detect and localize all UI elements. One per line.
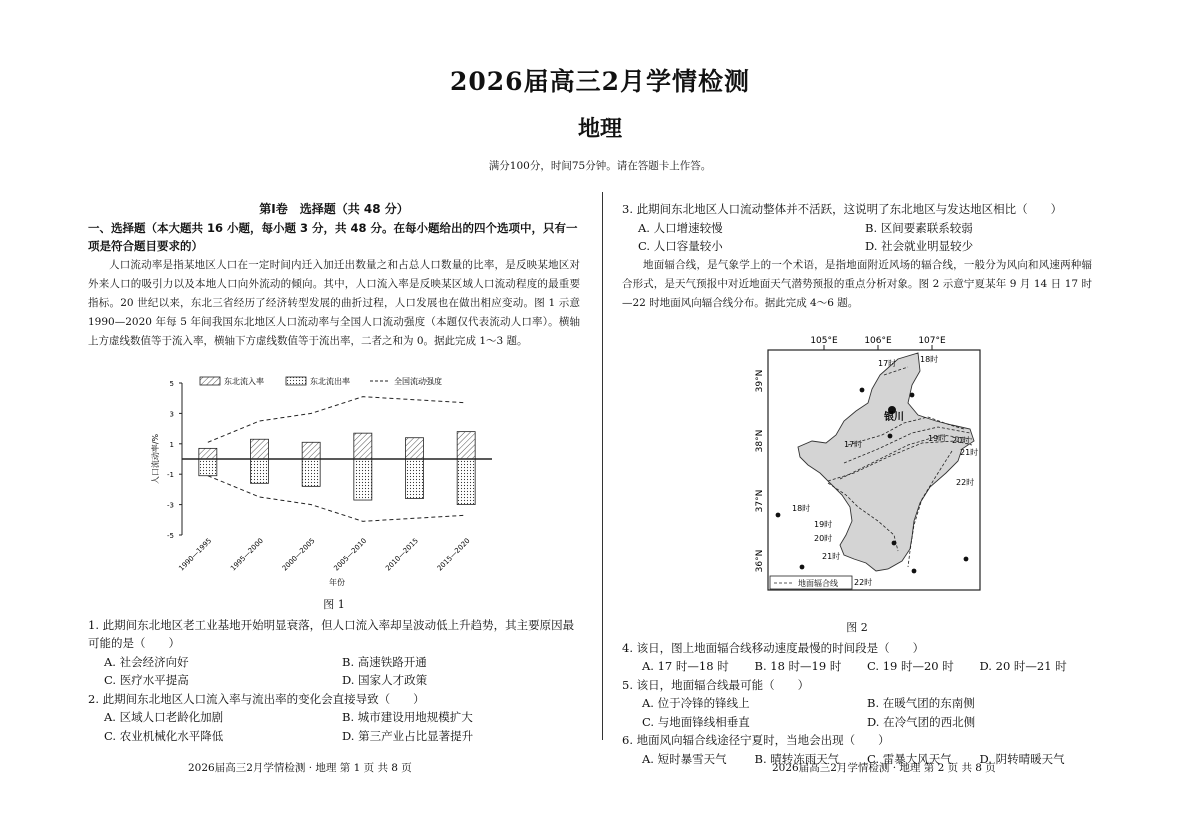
- lat-label-39: 39°N: [755, 369, 765, 392]
- legend-label: 全国流动强度: [394, 376, 442, 386]
- question-6-stem: 6. 地面风向辐合线途径宁夏时，当地会出现（ ）: [622, 733, 890, 747]
- lat-label-36: 36°N: [755, 549, 765, 572]
- q2-option-c: C. 农业机械化水平降低: [104, 728, 224, 743]
- question-3-stem: 3. 此期间东北地区人口流动整体并不活跃，这说明了东北地区与发达地区相比（ ）: [622, 202, 1063, 216]
- q4-option-c: C. 19 时—20 时: [867, 659, 954, 673]
- subject-title: 地理: [577, 116, 622, 142]
- question-4-stem: 4. 该日，图上地面辐合线移动速度最慢的时间段是（ ）: [622, 640, 925, 655]
- questions-left: [88, 616, 580, 746]
- section-intro: 一、选择题（本大题共 16 小题，每小题 3 分，共 48 分。在每小题给出的四个选项中，只有一项是符合题目要求的）: [88, 220, 578, 253]
- x-tick-label: 2010—2015: [384, 536, 420, 573]
- population-flow-chart: [88, 373, 580, 588]
- inflow-bar: [302, 442, 320, 459]
- time-label: 21时: [960, 447, 979, 457]
- q4-option-a: A. 17 时—18 时: [642, 659, 729, 673]
- q1-option-a: A. 社会经济向好: [104, 654, 189, 669]
- question-2: [88, 690, 580, 746]
- inflow-bar: [457, 431, 475, 458]
- question-1: [88, 616, 580, 690]
- q6-option-b: B. 晴转冻雨天气: [754, 751, 840, 766]
- inflow-bar: [199, 448, 217, 459]
- left-column: [88, 200, 580, 745]
- map-figure-2: [622, 323, 1092, 639]
- q3-option-b: B. 区间要素联系较弱: [865, 220, 973, 235]
- q5-option-b: B. 在暖气团的东南侧: [867, 696, 975, 710]
- q2-option-a: A. 区域人口老龄化加剧: [104, 710, 224, 724]
- q1-option-c: C. 医疗水平提高: [104, 673, 189, 687]
- q3-option-c: C. 人口容量较小: [638, 239, 723, 253]
- map-legend-label: 地面辐合线: [798, 578, 838, 588]
- q3-option-d: D. 社会就业明显较少: [865, 239, 974, 253]
- time-label: 19时: [814, 519, 833, 529]
- lat-label-38: 38°N: [755, 429, 765, 452]
- national-intensity-line-mirror: [208, 475, 466, 521]
- q6-option-a: A. 短时暴雪天气: [642, 751, 727, 766]
- time-label: 18时: [920, 354, 939, 364]
- q4-option-d: D. 20 时—21 时: [979, 659, 1067, 673]
- time-label: 19时: [928, 433, 947, 443]
- station-dot: [776, 512, 781, 517]
- y-tick-label: 5: [169, 379, 174, 388]
- inflow-bar: [354, 433, 372, 459]
- y-tick-label: -1: [167, 470, 174, 479]
- x-tick-label: 1990—1995: [177, 536, 214, 573]
- x-tick-label: 2005—2010: [332, 536, 369, 573]
- station-dot: [910, 392, 915, 397]
- time-label: 20时: [952, 435, 971, 445]
- y-tick-label: -3: [167, 501, 174, 510]
- q2-option-d: D. 第三产业占比显著提升: [342, 728, 474, 743]
- outflow-bar: [406, 459, 424, 499]
- lon-label-106: 106°E: [864, 335, 892, 346]
- x-tick-label: 1995—2000: [229, 536, 265, 573]
- outflow-bar: [251, 459, 269, 483]
- q3-option-a: A. 人口增速较慢: [638, 220, 723, 235]
- lon-label-105: 105°E: [810, 335, 838, 346]
- legend-label: 东北流入率: [224, 376, 264, 386]
- time-label: 22时: [854, 577, 873, 587]
- figure-2-caption: 图 2: [846, 620, 868, 634]
- y-axis-label: 人口流动率/%: [151, 433, 160, 484]
- legend-swatch: [286, 377, 306, 385]
- inflow-bar: [406, 437, 424, 458]
- q5-option-d: D. 在冷气团的西北侧: [867, 714, 976, 729]
- time-label: 21时: [822, 551, 841, 561]
- station-dot: [800, 564, 805, 569]
- question-5: [622, 676, 1092, 732]
- chart-figure-1: [88, 373, 580, 616]
- footer-left: 2026届高三2月学情检测 · 地理 第 1 页 共 8 页: [188, 762, 412, 774]
- national-intensity-line: [208, 396, 466, 442]
- figure-1-caption: 图 1: [323, 597, 345, 611]
- exam-title: 2026届高三2月学情检测: [450, 67, 750, 96]
- outflow-bar: [302, 459, 320, 486]
- footer-right: 2026届高三2月学情检测 · 地理 第 2 页 共 8 页: [772, 762, 996, 774]
- legend-label: 东北流出率: [310, 376, 350, 386]
- station-dot: [964, 556, 969, 561]
- y-tick-label: -5: [167, 531, 174, 540]
- outflow-bar: [199, 459, 217, 476]
- right-column: [622, 200, 1092, 768]
- x-axis-label: 年份: [329, 577, 345, 587]
- x-tick-label: 2015—2020: [435, 536, 472, 573]
- section-title: 第Ⅰ卷 选择题（共 48 分）: [259, 202, 409, 216]
- time-label: 17时: [844, 439, 863, 449]
- legend-swatch: [200, 377, 220, 385]
- exam-note: 满分100分，时间75分钟。请在答题卡上作答。: [488, 160, 712, 172]
- question-3: [622, 200, 1092, 256]
- questions-right: [622, 639, 1092, 769]
- lon-label-107: 107°E: [918, 335, 946, 346]
- passage-1: 人口流动率是指某地区人口在一定时间内迁入加迁出数量之和占总人口数量的比率，是反映某地区对外来人口的吸引力以及本地人口向外流动的倾向。其中，人口流入率是反映某区域人口流动程度的最重要指标。20 世纪以来，东北三省经历了经济转型发展的曲折过程，人口发展也在做出相应变动。图 1 示意 1990—2020 年每 5 年间我国东北地区人口流动率与全国人口流动强度（本题仅代表流动人口率）。横轴上方虚线数值等于流入率，横轴下方虚线数值等于流出率，二者之和为 0。据此完成 1～3 题。: [88, 258, 580, 347]
- inflow-bar: [251, 439, 269, 459]
- q6-option-c: C. 雷暴大风天气: [867, 751, 952, 766]
- q1-option-b: B. 高速铁路开通: [342, 654, 427, 669]
- outflow-bar: [457, 459, 475, 505]
- q2-option-b: B. 城市建设用地规模扩大: [342, 710, 473, 724]
- q4-option-b: B. 18 时—19 时: [754, 659, 842, 673]
- y-tick-label: 3: [169, 409, 174, 418]
- question-1-stem: 1. 此期间东北地区老工业基地开始明显衰落，但人口流入率却呈波动低上升趋势，其主要原因最可能的是（ ）: [88, 617, 575, 650]
- q1-option-d: D. 国家人才政策: [342, 673, 428, 687]
- station-dot: [912, 568, 917, 573]
- passage-2: 地面辐合线，是气象学上的一个术语，是指地面附近风场的辐合线，一般分为风向和风速两种辐合形式，是天气预报中对近地面天气潜势预报的重点分析对象。图 2 示意宁夏某年 9 月 14 日 17 时—22 时地面风向辐合线分布。据此完成 4～6 题。: [622, 258, 1092, 309]
- lat-label-37: 37°N: [755, 489, 765, 512]
- question-4: [622, 639, 1092, 676]
- q6-option-d: D. 阴转晴暖天气: [979, 751, 1065, 766]
- q5-option-c: C. 与地面锋线相垂直: [642, 714, 750, 729]
- column-divider: [602, 192, 603, 740]
- question-2-stem: 2. 此期间东北地区人口流入率与流出率的变化会直接导致（ ）: [88, 691, 425, 706]
- station-dot: [888, 433, 893, 438]
- outflow-bar: [354, 459, 372, 500]
- question-5-stem: 5. 该日，地面辐合线最可能（ ）: [622, 677, 810, 692]
- time-label: 22时: [956, 477, 975, 487]
- y-tick-label: 1: [169, 440, 174, 449]
- city-label: 银川: [884, 411, 904, 423]
- ningxia-map: [622, 323, 1092, 613]
- time-label: 17时: [878, 358, 897, 368]
- x-tick-label: 2000—2005: [280, 536, 317, 573]
- station-dot: [892, 540, 897, 545]
- q5-option-a: A. 位于冷锋的锋线上: [642, 696, 750, 710]
- time-label: 18时: [792, 503, 811, 513]
- station-dot: [860, 387, 865, 392]
- time-label: 20时: [814, 533, 833, 543]
